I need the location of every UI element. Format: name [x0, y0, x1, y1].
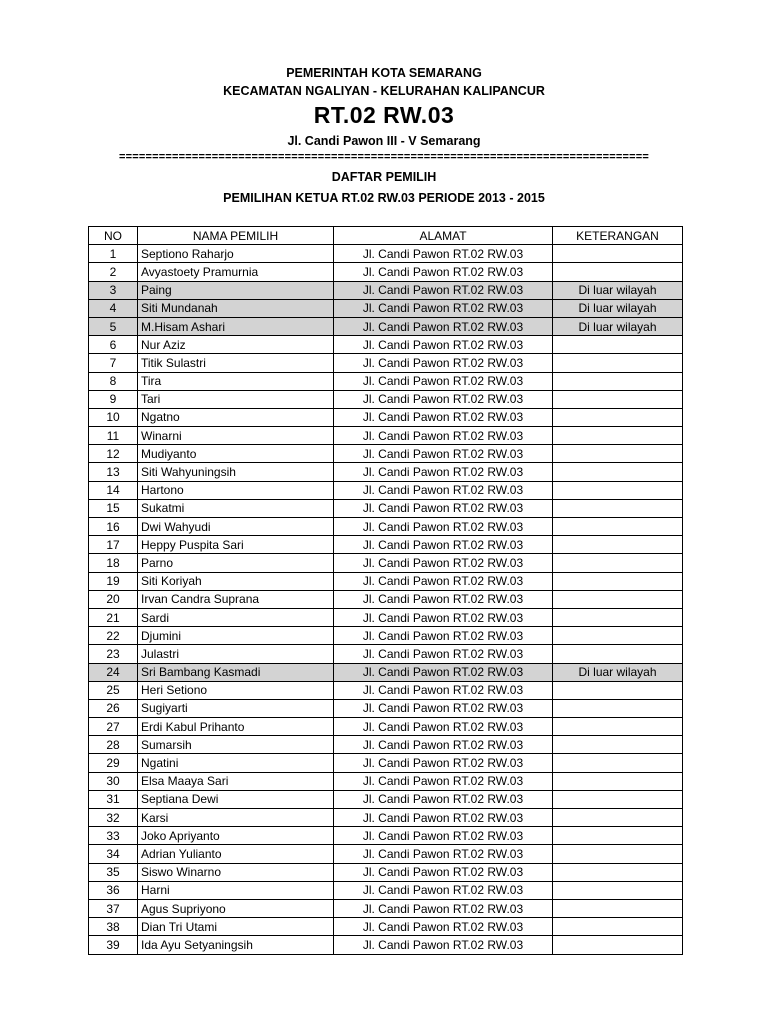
voter-note	[553, 590, 683, 608]
table-row	[89, 354, 683, 372]
voter-name: Elsa Maaya Sari	[138, 772, 334, 790]
row-number: 32	[89, 809, 138, 827]
row-number: 24	[89, 663, 138, 681]
voter-address: Jl. Candi Pawon RT.02 RW.03	[334, 427, 553, 445]
voter-address: Jl. Candi Pawon RT.02 RW.03	[334, 317, 553, 335]
voter-name: Tira	[138, 372, 334, 390]
table-row	[89, 863, 683, 881]
voter-address: Jl. Candi Pawon RT.02 RW.03	[334, 499, 553, 517]
row-number: 21	[89, 608, 138, 626]
district-heading: KECAMATAN NGALIYAN - KELURAHAN KALIPANCUR	[223, 84, 545, 98]
row-number: 1	[89, 245, 138, 263]
table-row	[89, 518, 683, 536]
row-number: 22	[89, 627, 138, 645]
voter-name: Irvan Candra Suprana	[138, 590, 334, 608]
voter-note	[553, 681, 683, 699]
voter-address: Jl. Candi Pawon RT.02 RW.03	[334, 336, 553, 354]
table-row	[89, 317, 683, 335]
voter-address: Jl. Candi Pawon RT.02 RW.03	[334, 699, 553, 717]
table-row	[89, 372, 683, 390]
separator-line: ================================================================================	[119, 151, 649, 163]
table-row	[89, 845, 683, 863]
voter-note	[553, 645, 683, 663]
table-row	[89, 499, 683, 517]
voter-address: Jl. Candi Pawon RT.02 RW.03	[334, 518, 553, 536]
voter-note	[553, 627, 683, 645]
table-row	[89, 536, 683, 554]
voter-address: Jl. Candi Pawon RT.02 RW.03	[334, 608, 553, 626]
row-number: 18	[89, 554, 138, 572]
voter-name: Nur Aziz	[138, 336, 334, 354]
row-number: 20	[89, 590, 138, 608]
row-number: 6	[89, 336, 138, 354]
voter-note	[553, 608, 683, 626]
row-number: 16	[89, 518, 138, 536]
voter-address: Jl. Candi Pawon RT.02 RW.03	[334, 463, 553, 481]
voter-note	[553, 863, 683, 881]
table-header	[89, 227, 683, 245]
voter-note: Di luar wilayah	[553, 317, 683, 335]
voter-address: Jl. Candi Pawon RT.02 RW.03	[334, 772, 553, 790]
column-header-note: KETERANGAN	[553, 227, 683, 245]
column-header-name: NAMA PEMILIH	[138, 227, 334, 245]
table-row	[89, 790, 683, 808]
voter-name: Mudiyanto	[138, 445, 334, 463]
table-row	[89, 572, 683, 590]
table-row	[89, 427, 683, 445]
row-number: 13	[89, 463, 138, 481]
voter-note	[553, 899, 683, 917]
row-number: 9	[89, 390, 138, 408]
voter-note	[553, 408, 683, 426]
row-number: 39	[89, 936, 138, 954]
voter-note	[553, 918, 683, 936]
voter-address: Jl. Candi Pawon RT.02 RW.03	[334, 736, 553, 754]
voter-name: Heppy Puspita Sari	[138, 536, 334, 554]
voter-name: Sri Bambang Kasmadi	[138, 663, 334, 681]
voter-address: Jl. Candi Pawon RT.02 RW.03	[334, 681, 553, 699]
voter-address: Jl. Candi Pawon RT.02 RW.03	[334, 936, 553, 954]
row-number: 38	[89, 918, 138, 936]
table-row	[89, 281, 683, 299]
row-number: 15	[89, 499, 138, 517]
column-header-no: NO	[89, 227, 138, 245]
table-row	[89, 481, 683, 499]
voter-name: Septiono Raharjo	[138, 245, 334, 263]
voter-note	[553, 699, 683, 717]
row-number: 34	[89, 845, 138, 863]
table-row	[89, 809, 683, 827]
table-row	[89, 645, 683, 663]
voter-note: Di luar wilayah	[553, 663, 683, 681]
voter-address: Jl. Candi Pawon RT.02 RW.03	[334, 554, 553, 572]
voter-note	[553, 263, 683, 281]
table-row	[89, 408, 683, 426]
voter-note	[553, 827, 683, 845]
row-number: 35	[89, 863, 138, 881]
voter-name: Sardi	[138, 608, 334, 626]
row-number: 12	[89, 445, 138, 463]
table-row	[89, 936, 683, 954]
voter-name: Julastri	[138, 645, 334, 663]
voter-note	[553, 736, 683, 754]
voter-note	[553, 572, 683, 590]
voter-address: Jl. Candi Pawon RT.02 RW.03	[334, 536, 553, 554]
voter-note	[553, 718, 683, 736]
voter-name: Titik Sulastri	[138, 354, 334, 372]
row-number: 17	[89, 536, 138, 554]
voter-note	[553, 499, 683, 517]
voter-note	[553, 390, 683, 408]
voter-address: Jl. Candi Pawon RT.02 RW.03	[334, 572, 553, 590]
row-number: 3	[89, 281, 138, 299]
row-number: 2	[89, 263, 138, 281]
table-row	[89, 699, 683, 717]
row-number: 25	[89, 681, 138, 699]
voter-note	[553, 936, 683, 954]
row-number: 23	[89, 645, 138, 663]
row-number: 26	[89, 699, 138, 717]
voter-address: Jl. Candi Pawon RT.02 RW.03	[334, 263, 553, 281]
row-number: 28	[89, 736, 138, 754]
row-number: 33	[89, 827, 138, 845]
address-line: Jl. Candi Pawon III - V Semarang	[287, 134, 481, 148]
voter-address: Jl. Candi Pawon RT.02 RW.03	[334, 299, 553, 317]
voter-address: Jl. Candi Pawon RT.02 RW.03	[334, 245, 553, 263]
voter-name: M.Hisam Ashari	[138, 317, 334, 335]
voter-name: Siti Mundanah	[138, 299, 334, 317]
voter-note	[553, 372, 683, 390]
voter-note	[553, 445, 683, 463]
table-row	[89, 336, 683, 354]
voter-address: Jl. Candi Pawon RT.02 RW.03	[334, 445, 553, 463]
voter-address: Jl. Candi Pawon RT.02 RW.03	[334, 390, 553, 408]
voter-note: Di luar wilayah	[553, 299, 683, 317]
voter-name: Dwi Wahyudi	[138, 518, 334, 536]
table-row	[89, 263, 683, 281]
voter-name: Hartono	[138, 481, 334, 499]
voter-note	[553, 845, 683, 863]
voter-name: Adrian Yulianto	[138, 845, 334, 863]
voter-address: Jl. Candi Pawon RT.02 RW.03	[334, 481, 553, 499]
table-row	[89, 463, 683, 481]
voter-name: Harni	[138, 881, 334, 899]
voter-note	[553, 881, 683, 899]
voter-address: Jl. Candi Pawon RT.02 RW.03	[334, 718, 553, 736]
voter-name: Agus Supriyono	[138, 899, 334, 917]
row-number: 19	[89, 572, 138, 590]
table-row	[89, 245, 683, 263]
table-row	[89, 754, 683, 772]
voter-address: Jl. Candi Pawon RT.02 RW.03	[334, 790, 553, 808]
voter-address: Jl. Candi Pawon RT.02 RW.03	[334, 754, 553, 772]
voter-address: Jl. Candi Pawon RT.02 RW.03	[334, 663, 553, 681]
voter-note	[553, 427, 683, 445]
row-number: 31	[89, 790, 138, 808]
voter-note	[553, 772, 683, 790]
voter-name: Parno	[138, 554, 334, 572]
voter-address: Jl. Candi Pawon RT.02 RW.03	[334, 281, 553, 299]
table-row	[89, 554, 683, 572]
voter-note	[553, 336, 683, 354]
voter-name: Djumini	[138, 627, 334, 645]
voter-name: Siswo Winarno	[138, 863, 334, 881]
voter-name: Dian Tri Utami	[138, 918, 334, 936]
voter-name: Siti Koriyah	[138, 572, 334, 590]
voter-address: Jl. Candi Pawon RT.02 RW.03	[334, 590, 553, 608]
voter-address: Jl. Candi Pawon RT.02 RW.03	[334, 809, 553, 827]
voter-name: Sumarsih	[138, 736, 334, 754]
voter-address: Jl. Candi Pawon RT.02 RW.03	[334, 645, 553, 663]
voter-name: Winarni	[138, 427, 334, 445]
voter-table	[88, 226, 683, 955]
government-heading: PEMERINTAH KOTA SEMARANG	[286, 66, 482, 80]
table-row	[89, 608, 683, 626]
voter-name: Ida Ayu Setyaningsih	[138, 936, 334, 954]
voter-address: Jl. Candi Pawon RT.02 RW.03	[334, 863, 553, 881]
table-row	[89, 899, 683, 917]
voter-name: Sugiyarti	[138, 699, 334, 717]
table-row	[89, 627, 683, 645]
list-title: DAFTAR PEMILIH	[331, 170, 437, 184]
table-row	[89, 390, 683, 408]
row-number: 27	[89, 718, 138, 736]
voter-note	[553, 518, 683, 536]
voter-name: Erdi Kabul Prihanto	[138, 718, 334, 736]
voter-name: Sukatmi	[138, 499, 334, 517]
voter-note	[553, 245, 683, 263]
table-row	[89, 299, 683, 317]
row-number: 7	[89, 354, 138, 372]
voter-note	[553, 481, 683, 499]
voter-address: Jl. Candi Pawon RT.02 RW.03	[334, 918, 553, 936]
row-number: 30	[89, 772, 138, 790]
table-body	[89, 245, 683, 954]
page-title: RT.02 RW.03	[313, 102, 455, 128]
voter-name: Ngatno	[138, 408, 334, 426]
voter-address: Jl. Candi Pawon RT.02 RW.03	[334, 354, 553, 372]
voter-note: Di luar wilayah	[553, 281, 683, 299]
voter-name: Tari	[138, 390, 334, 408]
voter-name: Joko Apriyanto	[138, 827, 334, 845]
voter-name: Avyastoety Pramurnia	[138, 263, 334, 281]
column-header-address: ALAMAT	[334, 227, 553, 245]
voter-name: Ngatini	[138, 754, 334, 772]
table-row	[89, 827, 683, 845]
voter-address: Jl. Candi Pawon RT.02 RW.03	[334, 899, 553, 917]
table-row	[89, 772, 683, 790]
voter-note	[553, 809, 683, 827]
row-number: 4	[89, 299, 138, 317]
row-number: 5	[89, 317, 138, 335]
table-row	[89, 681, 683, 699]
row-number: 29	[89, 754, 138, 772]
voter-note	[553, 554, 683, 572]
voter-address: Jl. Candi Pawon RT.02 RW.03	[334, 827, 553, 845]
voter-address: Jl. Candi Pawon RT.02 RW.03	[334, 845, 553, 863]
row-number: 10	[89, 408, 138, 426]
row-number: 8	[89, 372, 138, 390]
voter-address: Jl. Candi Pawon RT.02 RW.03	[334, 881, 553, 899]
voter-address: Jl. Candi Pawon RT.02 RW.03	[334, 627, 553, 645]
election-title: PEMILIHAN KETUA RT.02 RW.03 PERIODE 2013 - 2015	[223, 191, 545, 205]
voter-note	[553, 790, 683, 808]
voter-note	[553, 536, 683, 554]
voter-name: Karsi	[138, 809, 334, 827]
voter-name: Siti Wahyuningsih	[138, 463, 334, 481]
table-row	[89, 718, 683, 736]
row-number: 36	[89, 881, 138, 899]
row-number: 37	[89, 899, 138, 917]
row-number: 11	[89, 427, 138, 445]
table-row	[89, 918, 683, 936]
voter-address: Jl. Candi Pawon RT.02 RW.03	[334, 372, 553, 390]
voter-name: Septiana Dewi	[138, 790, 334, 808]
row-number: 14	[89, 481, 138, 499]
table-row	[89, 590, 683, 608]
table-row	[89, 663, 683, 681]
voter-note	[553, 754, 683, 772]
voter-note	[553, 354, 683, 372]
voter-name: Heri Setiono	[138, 681, 334, 699]
table-row	[89, 736, 683, 754]
header-row	[89, 227, 683, 245]
voter-note	[553, 463, 683, 481]
voter-address: Jl. Candi Pawon RT.02 RW.03	[334, 408, 553, 426]
table-row	[89, 445, 683, 463]
table-row	[89, 881, 683, 899]
voter-name: Paing	[138, 281, 334, 299]
